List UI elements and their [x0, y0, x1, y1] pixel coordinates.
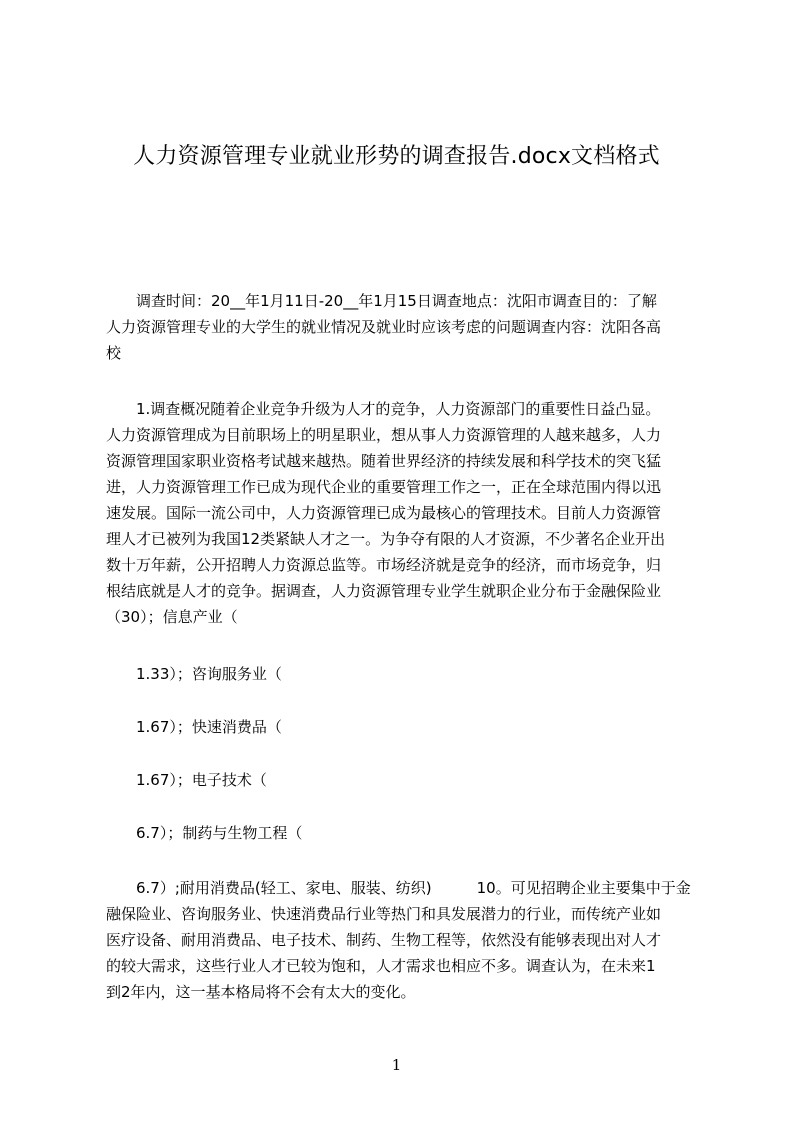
- industry-item: 1.33）；咨询服务业（: [136, 665, 282, 683]
- overview-line: 根结底就是人才的竞争。据调查，人力资源管理专业学生就职企业分布于金融保险业: [106, 582, 662, 600]
- overview-line: 资源管理国家职业资格考试越来越热。随着世界经济的持续发展和科学技术的突飞猛: [106, 452, 662, 470]
- industry-item: 1.67）；电子技术（: [136, 771, 267, 789]
- intro-line: 调查时间：20__年1月11日-20__年1月15日调查地点：沈阳市调查目的：了解: [136, 292, 657, 310]
- overview-line: （30）；信息产业（: [106, 608, 238, 626]
- conclusion-line: 到2年内，这一基本格局将不会有太大的变化。: [106, 983, 416, 1001]
- conclusion-paragraph: [106, 875, 696, 1005]
- conclusion-line: 医疗设备、耐用消费品、电子技术、制药、生物工程等，依然没有能够表现出对人才: [106, 931, 662, 949]
- overview-line: 进，人力资源管理工作已成为现代企业的重要管理工作之一，正在全球范围内得以迅: [106, 478, 662, 496]
- industry-item: 1.67）；快速消费品（: [136, 718, 282, 736]
- intro-paragraph: [106, 288, 696, 366]
- industry-item: 6.7）；制药与生物工程（: [136, 824, 303, 842]
- document-title: 人力资源管理专业就业形势的调查报告.docx文档格式: [133, 144, 660, 169]
- intro-line: 人力资源管理专业的大学生的就业情况及就业时应该考虑的问题调查内容：沈阳各高: [106, 318, 662, 336]
- overview-line: 1.调查概况随着企业竞争升级为人才的竞争，人力资源部门的重要性日益凸显。: [136, 400, 661, 418]
- intro-line: 校: [106, 344, 122, 362]
- survey-overview-paragraph: [106, 396, 696, 630]
- overview-line: 数十万年薪，公开招聘人力资源总监等。市场经济就是竞争的经济，而市场竞争，归: [106, 556, 662, 574]
- conclusion-line: 融保险业、咨询服务业、快速消费品行业等热门和具发展潜力的行业，而传统产业如: [106, 905, 662, 923]
- conclusion-line: 的较大需求，这些行业人才已较为饱和，人才需求也相应不多。调查认为，在未来1: [106, 957, 656, 975]
- overview-line: 速发展。国际一流公司中，人力资源管理已成为最核心的管理技术。目前人力资源管: [106, 504, 662, 522]
- overview-line: 人力资源管理成为目前职场上的明星职业，想从事人力资源管理的人越来越多，人力: [106, 426, 662, 444]
- overview-line: 理人才已被列为我国12类紧缺人才之一。为争夺有限的人才资源，不少著名企业开出: [106, 530, 666, 548]
- page-number: 1: [391, 1056, 402, 1074]
- conclusion-line: 6.7）;耐用消费品(轻工、家电、服装、纺织) 10。可见招聘企业主要集中于金: [136, 879, 691, 897]
